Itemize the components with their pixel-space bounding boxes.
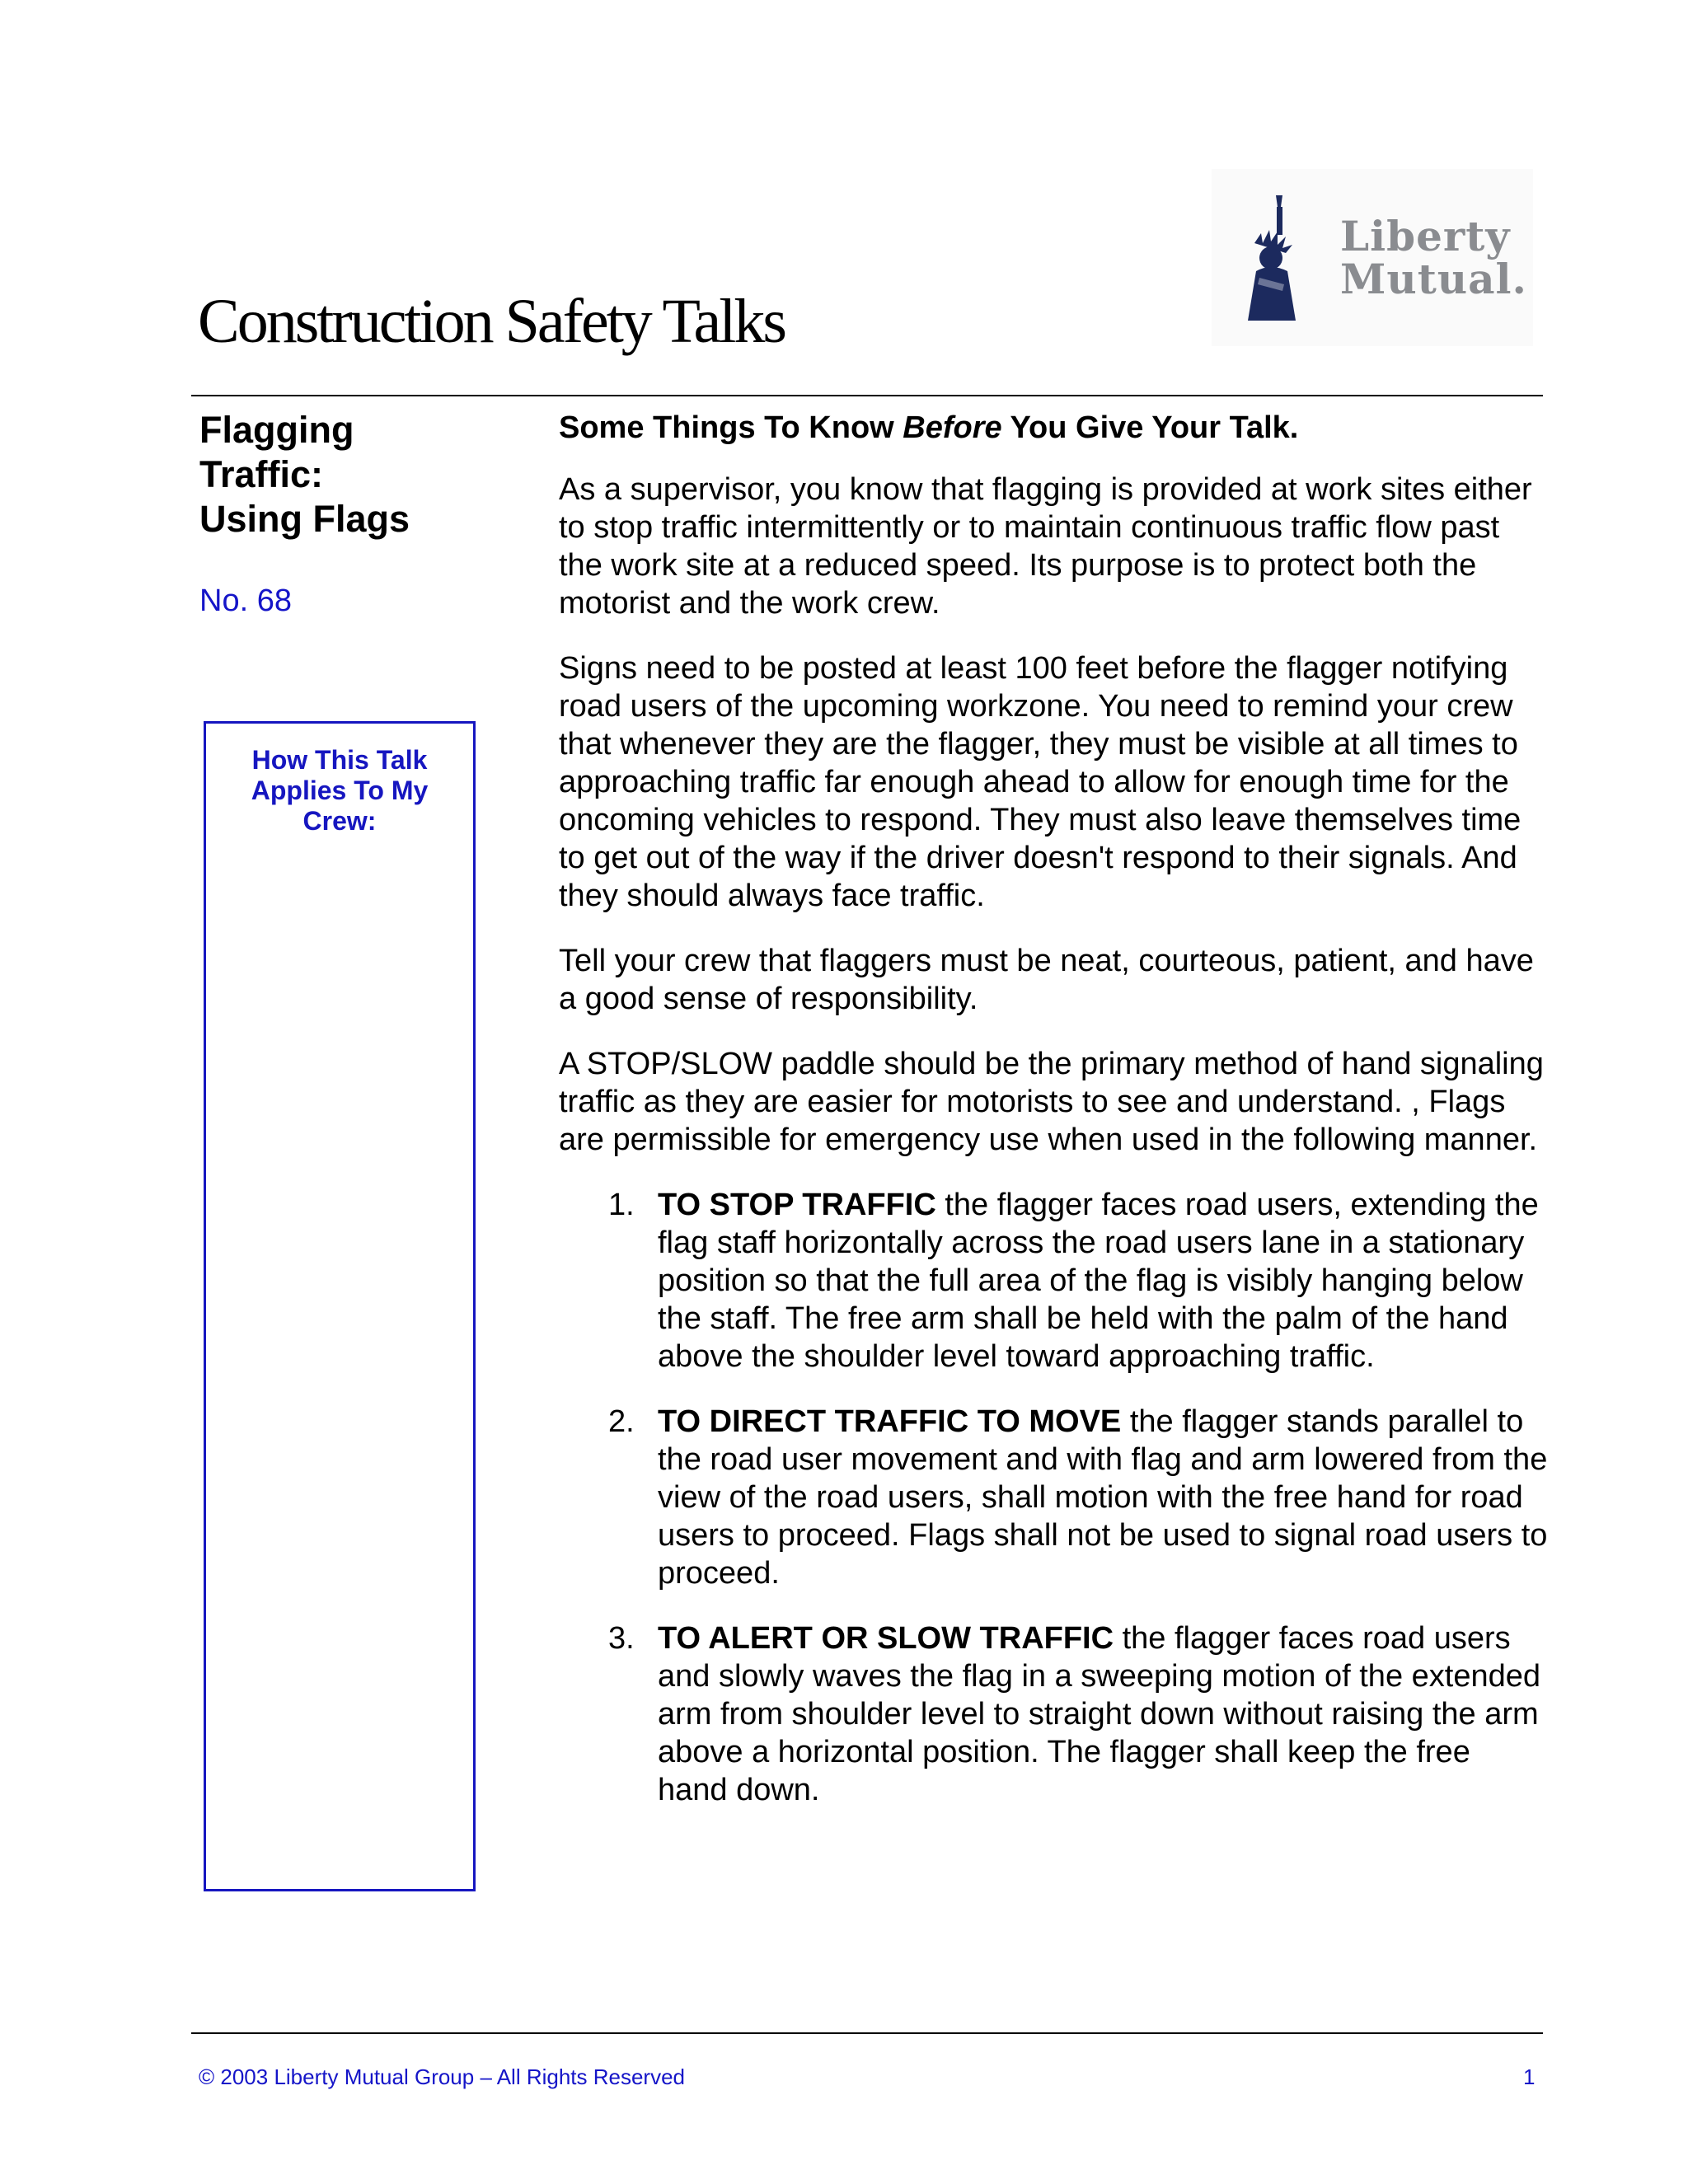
document-title: Construction Safety Talks — [198, 287, 785, 356]
logo-word-mutual: Mutual. — [1340, 255, 1527, 303]
talk-title-line: Using Flags — [199, 498, 410, 540]
footer-divider — [191, 2032, 1543, 2034]
list-item — [559, 1619, 1548, 1809]
list-item-number: 2. — [608, 1404, 635, 1439]
body-paragraph: Signs need to be posted at least 100 feet before the flagger notifying road users of the upcoming workzone. You need to remind your crew that whenever they are the flagger, they must be visible at all times to approaching traffic far enough ahead to allow for enough time for the oncoming vehicles to respond. They must also leave themselves time to get out of the way if the driver doesn't respond to their signals. And they should always face traffic. — [559, 651, 1522, 913]
list-item — [559, 1403, 1548, 1592]
main-content — [559, 408, 1548, 1836]
list-item — [559, 1186, 1548, 1376]
footer-copyright: © 2003 Liberty Mutual Group – All Rights Reserved — [199, 2064, 686, 2089]
talk-number: No. 68 — [199, 583, 292, 618]
body-paragraph: A STOP/SLOW paddle should be the primary method of hand signaling traffic as they are easier for motorists to see and understand. , Flags are permissible for emergency use when used in the following manner. — [559, 1047, 1544, 1157]
list-item-lead: TO ALERT OR SLOW TRAFFIC — [658, 1621, 1114, 1656]
list-item-text: the flagger stands parallel to the road user movement and with flag and arm lowered from the view of the road users, shall motion with the free hand for road users to proceed. Flags shall not be used to signal road users to proceed. — [658, 1404, 1548, 1591]
list-item-number: 1. — [608, 1188, 635, 1222]
body-paragraph: Tell your crew that flaggers must be neat, courteous, patient, and have a good sense of responsibility. — [559, 944, 1534, 1016]
list-item-text: the flagger faces road users, extending the flag staff horizontally across the road users lane in a stationary position so that the full area of the flag is visibly hanging below the staff. The free arm shall be held with the palm of the hand above the shoulder level toward approaching traffic. — [658, 1188, 1539, 1374]
logo-word-liberty: Liberty — [1340, 212, 1511, 260]
liberty-mutual-logo — [1212, 169, 1533, 346]
list-item-lead: TO STOP TRAFFIC — [658, 1188, 936, 1222]
crew-notes-label: How This Talk Applies To My Crew: — [251, 745, 429, 836]
header-divider — [191, 395, 1543, 396]
body-paragraph: As a supervisor, you know that flagging is provided at work sites either to stop traffic intermittently or to maintain continuous traffic flow past the work site at a reduced speed. Its purpose is to protect both the motorist and the work crew. — [559, 472, 1532, 621]
section-heading-post: You Give Your Talk. — [1001, 410, 1299, 445]
section-heading-emphasis: Before — [903, 410, 1002, 445]
crew-notes-box — [204, 721, 476, 1891]
list-item-lead: TO DIRECT TRAFFIC TO MOVE — [658, 1404, 1122, 1439]
talk-title-line: Flagging — [199, 409, 354, 451]
talk-title — [199, 408, 471, 541]
section-heading — [559, 408, 1548, 448]
talk-title-line: Traffic: — [199, 453, 324, 495]
page-number: 1 — [1523, 2064, 1536, 2089]
section-heading-pre: Some Things To Know — [559, 410, 903, 445]
statue-of-liberty-icon — [1245, 192, 1311, 322]
list-item-text: the flagger faces road users and slowly waves the flag in a sweeping motion of the extended arm from shoulder level to straight down without raising the arm above a horizontal position. The flagger shall keep the free hand down. — [658, 1621, 1540, 1807]
list-item-number: 3. — [608, 1621, 635, 1656]
flag-signal-list — [559, 1186, 1548, 1809]
